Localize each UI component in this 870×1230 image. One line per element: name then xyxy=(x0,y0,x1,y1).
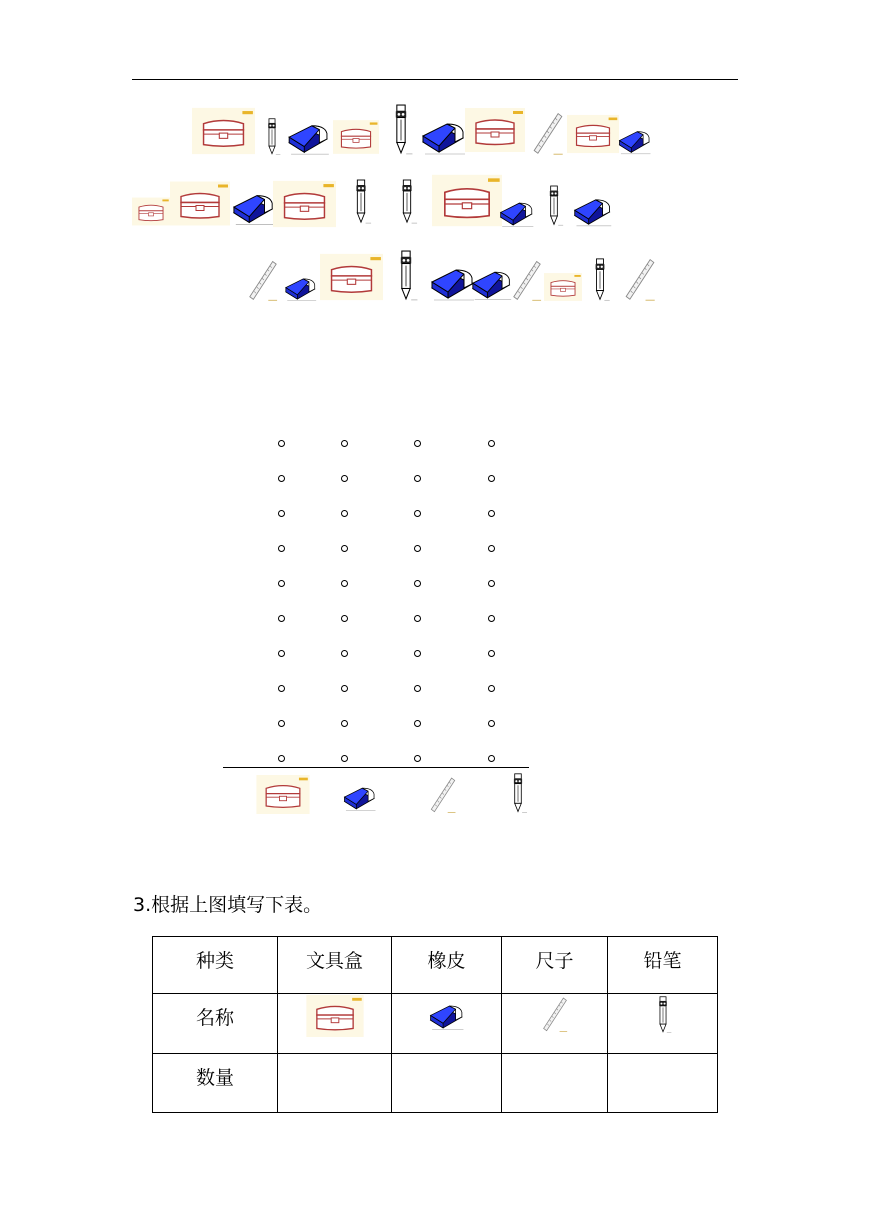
count-cell-pencil[interactable] xyxy=(608,1054,718,1113)
table-header-cell: 橡皮 xyxy=(392,937,502,994)
tally-circle[interactable] xyxy=(414,545,421,552)
pencil-icon xyxy=(653,996,673,1034)
tally-circle[interactable] xyxy=(414,580,421,587)
tally-circle[interactable] xyxy=(341,615,348,622)
name-cell-pencil-case xyxy=(278,994,392,1054)
tally-circle[interactable] xyxy=(341,510,348,517)
eraser-icon xyxy=(471,268,513,302)
tally-circle[interactable] xyxy=(341,475,348,482)
tally-circle[interactable] xyxy=(341,650,348,657)
tally-circle[interactable] xyxy=(488,720,495,727)
pencil-case-icon xyxy=(320,252,383,302)
tally-circle[interactable] xyxy=(341,440,348,447)
tally-circle[interactable] xyxy=(488,755,495,762)
eraser-icon xyxy=(287,122,331,156)
name-row-label: 名称 xyxy=(153,994,278,1054)
tally-circle[interactable] xyxy=(278,720,285,727)
pencil-case-icon xyxy=(192,106,255,156)
tally-circle[interactable] xyxy=(414,650,421,657)
pencil-icon xyxy=(544,184,564,228)
table-name-row xyxy=(153,994,718,1054)
tally-circle[interactable] xyxy=(414,615,421,622)
eraser-icon xyxy=(618,128,652,156)
top-rule xyxy=(132,79,738,80)
eraser-icon xyxy=(232,190,276,228)
tally-circle[interactable] xyxy=(414,440,421,447)
axis-pencil-icon xyxy=(506,773,530,814)
pictograph-baseline xyxy=(223,767,529,768)
axis-eraser-icon xyxy=(343,784,377,813)
axis-pencil-case-icon xyxy=(253,775,313,814)
tally-circle[interactable] xyxy=(414,755,421,762)
tally-circle[interactable] xyxy=(278,685,285,692)
eraser-icon xyxy=(280,276,322,302)
table-header-cell: 铅笔 xyxy=(608,937,718,994)
eraser-icon xyxy=(429,1002,465,1032)
ruler-icon xyxy=(620,256,660,302)
name-cell-eraser xyxy=(392,994,502,1054)
pencil-icon xyxy=(387,104,415,156)
tally-circle[interactable] xyxy=(341,545,348,552)
pencil-case-icon xyxy=(333,118,379,156)
tally-circle[interactable] xyxy=(488,510,495,517)
tally-circle[interactable] xyxy=(278,510,285,517)
table-header-cell: 文具盒 xyxy=(278,937,392,994)
pencil-case-icon xyxy=(170,180,230,227)
tally-circle[interactable] xyxy=(278,580,285,587)
tally-circle[interactable] xyxy=(278,475,285,482)
name-cell-pencil xyxy=(608,994,718,1054)
eraser-icon xyxy=(573,196,613,228)
tally-circle[interactable] xyxy=(414,510,421,517)
table-header-row xyxy=(153,937,718,994)
tally-circle[interactable] xyxy=(488,440,495,447)
tally-circle[interactable] xyxy=(341,755,348,762)
table-header-cell: 种类 xyxy=(153,937,278,994)
tally-circle[interactable] xyxy=(278,650,285,657)
eraser-icon xyxy=(421,120,467,156)
tally-circle[interactable] xyxy=(414,720,421,727)
count-cell-pencil-case[interactable] xyxy=(278,1054,392,1113)
tally-circle[interactable] xyxy=(488,615,495,622)
tally-circle[interactable] xyxy=(341,580,348,587)
count-row-label: 数量 xyxy=(153,1054,278,1113)
tally-circle[interactable] xyxy=(488,685,495,692)
pencil-icon xyxy=(262,118,282,156)
tally-circle[interactable] xyxy=(341,685,348,692)
axis-ruler-icon xyxy=(426,775,460,814)
pencil-icon xyxy=(392,250,420,302)
tally-circle[interactable] xyxy=(488,545,495,552)
table-count-row xyxy=(153,1054,718,1113)
tally-circle[interactable] xyxy=(278,545,285,552)
ruler-icon xyxy=(530,110,566,156)
pencil-case-icon xyxy=(273,180,336,228)
pencil-icon xyxy=(588,258,612,302)
tally-circle[interactable] xyxy=(278,615,285,622)
pencil-icon xyxy=(350,177,372,227)
tally-circle[interactable] xyxy=(488,475,495,482)
ruler-icon xyxy=(508,258,546,302)
eraser-icon xyxy=(499,200,535,228)
tally-table xyxy=(152,936,718,1113)
question-text: 3.根据上图填写下表。 xyxy=(133,894,323,916)
tally-circle[interactable] xyxy=(488,580,495,587)
tally-circle[interactable] xyxy=(414,475,421,482)
name-cell-ruler xyxy=(502,994,608,1054)
tally-circle[interactable] xyxy=(488,650,495,657)
pencil-case-icon xyxy=(567,112,619,156)
pencil-case-icon xyxy=(465,104,525,156)
count-cell-eraser[interactable] xyxy=(392,1054,502,1113)
ruler-icon xyxy=(539,995,571,1033)
tally-circle[interactable] xyxy=(278,755,285,762)
pencil-case-icon xyxy=(132,196,170,227)
count-cell-ruler[interactable] xyxy=(502,1054,608,1113)
tally-circle[interactable] xyxy=(341,720,348,727)
pencil-icon xyxy=(396,177,418,227)
pencil-case-icon xyxy=(544,272,582,302)
pencil-case-icon xyxy=(305,995,365,1037)
table-header-cell: 尺子 xyxy=(502,937,608,994)
eraser-icon xyxy=(430,266,476,302)
ruler-icon xyxy=(245,258,281,302)
tally-circle[interactable] xyxy=(278,440,285,447)
tally-circle[interactable] xyxy=(414,685,421,692)
pencil-case-icon xyxy=(432,173,502,228)
